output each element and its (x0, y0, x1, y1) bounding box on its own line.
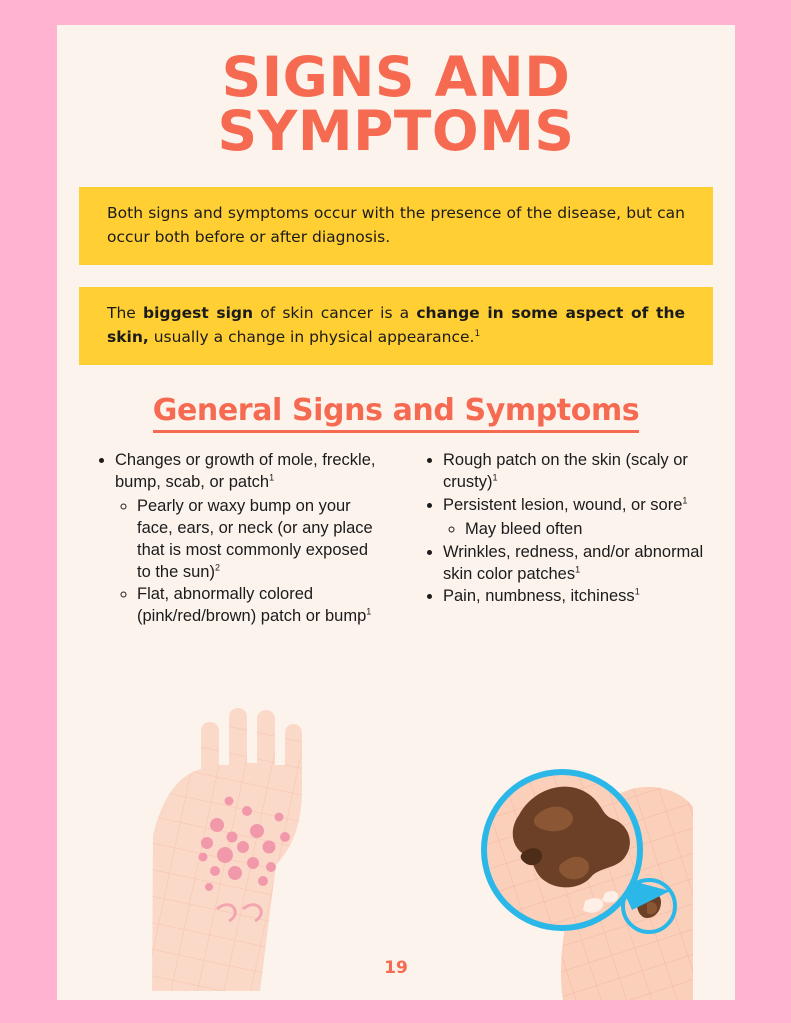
bullet-column-right (421, 450, 707, 630)
bullet-list-right (421, 450, 707, 609)
magnified-mole-circle (477, 765, 670, 945)
hand-with-lesions-illustration (137, 708, 377, 1000)
page-title: SIGNS AND SYMPTOMS (217, 45, 575, 163)
list-item-citation: 1 (634, 586, 640, 597)
list-item (137, 496, 379, 584)
section-heading-text: General Signs and Symptoms (153, 393, 640, 433)
list-item-text: Wrinkles, redness, and/or abnormal skin color patches (443, 542, 704, 583)
callout-2-bold-1: biggest sign (143, 303, 254, 322)
list-item-citation: 1 (269, 472, 275, 483)
list-item-citation: 1 (682, 495, 688, 506)
list-item-text: Rough patch on the skin (scaly or crusty) (443, 450, 688, 491)
list-item-citation: 1 (575, 564, 581, 575)
callout-1-text: Both signs and symptoms occur with the presence of the disease, but can occur both before or after diagnosis. (107, 203, 685, 246)
list-item (443, 495, 707, 541)
list-item-text: Pearly or waxy bump on your face, ears, or neck (or any place that is most commonly exposed to the sun) (137, 496, 373, 581)
list-item-text: Flat, abnormally colored (pink/red/brown) patch or bump (137, 585, 367, 626)
list-item (443, 586, 707, 608)
list-item-text: May bleed often (465, 519, 583, 538)
list-item-citation: 1 (366, 606, 372, 617)
callout-box-1 (79, 187, 713, 265)
list-item (137, 584, 379, 628)
bullet-columns (57, 450, 735, 630)
list-item-citation: 2 (214, 562, 220, 573)
callout-2-prefix: The (107, 303, 143, 322)
list-item-text: Pain, numbness, itchiness (443, 587, 635, 606)
sub-bullet-list (443, 519, 707, 541)
document-page (57, 25, 735, 1000)
list-item (443, 542, 707, 586)
list-item (115, 450, 379, 629)
callout-2-suffix: usually a change in physical appearance. (148, 327, 475, 346)
page-number: 19 (384, 958, 408, 978)
section-heading (57, 393, 735, 428)
list-item (465, 519, 707, 541)
list-item (443, 450, 707, 494)
callout-2-citation: 1 (474, 328, 481, 339)
list-item-text: Changes or growth of mole, freckle, bump, scab, or patch (115, 450, 376, 491)
callout-2-middle: of skin cancer is a (253, 303, 417, 322)
list-item-citation: 1 (492, 472, 498, 483)
sub-bullet-list (115, 496, 379, 629)
callout-box-2 (79, 287, 713, 365)
bullet-column-left (93, 450, 379, 630)
bullet-list-left (93, 450, 379, 629)
list-item-text: Persistent lesion, wound, or sore (443, 495, 683, 514)
callout-2-bold-2: change in some aspect of the skin, (107, 303, 685, 346)
